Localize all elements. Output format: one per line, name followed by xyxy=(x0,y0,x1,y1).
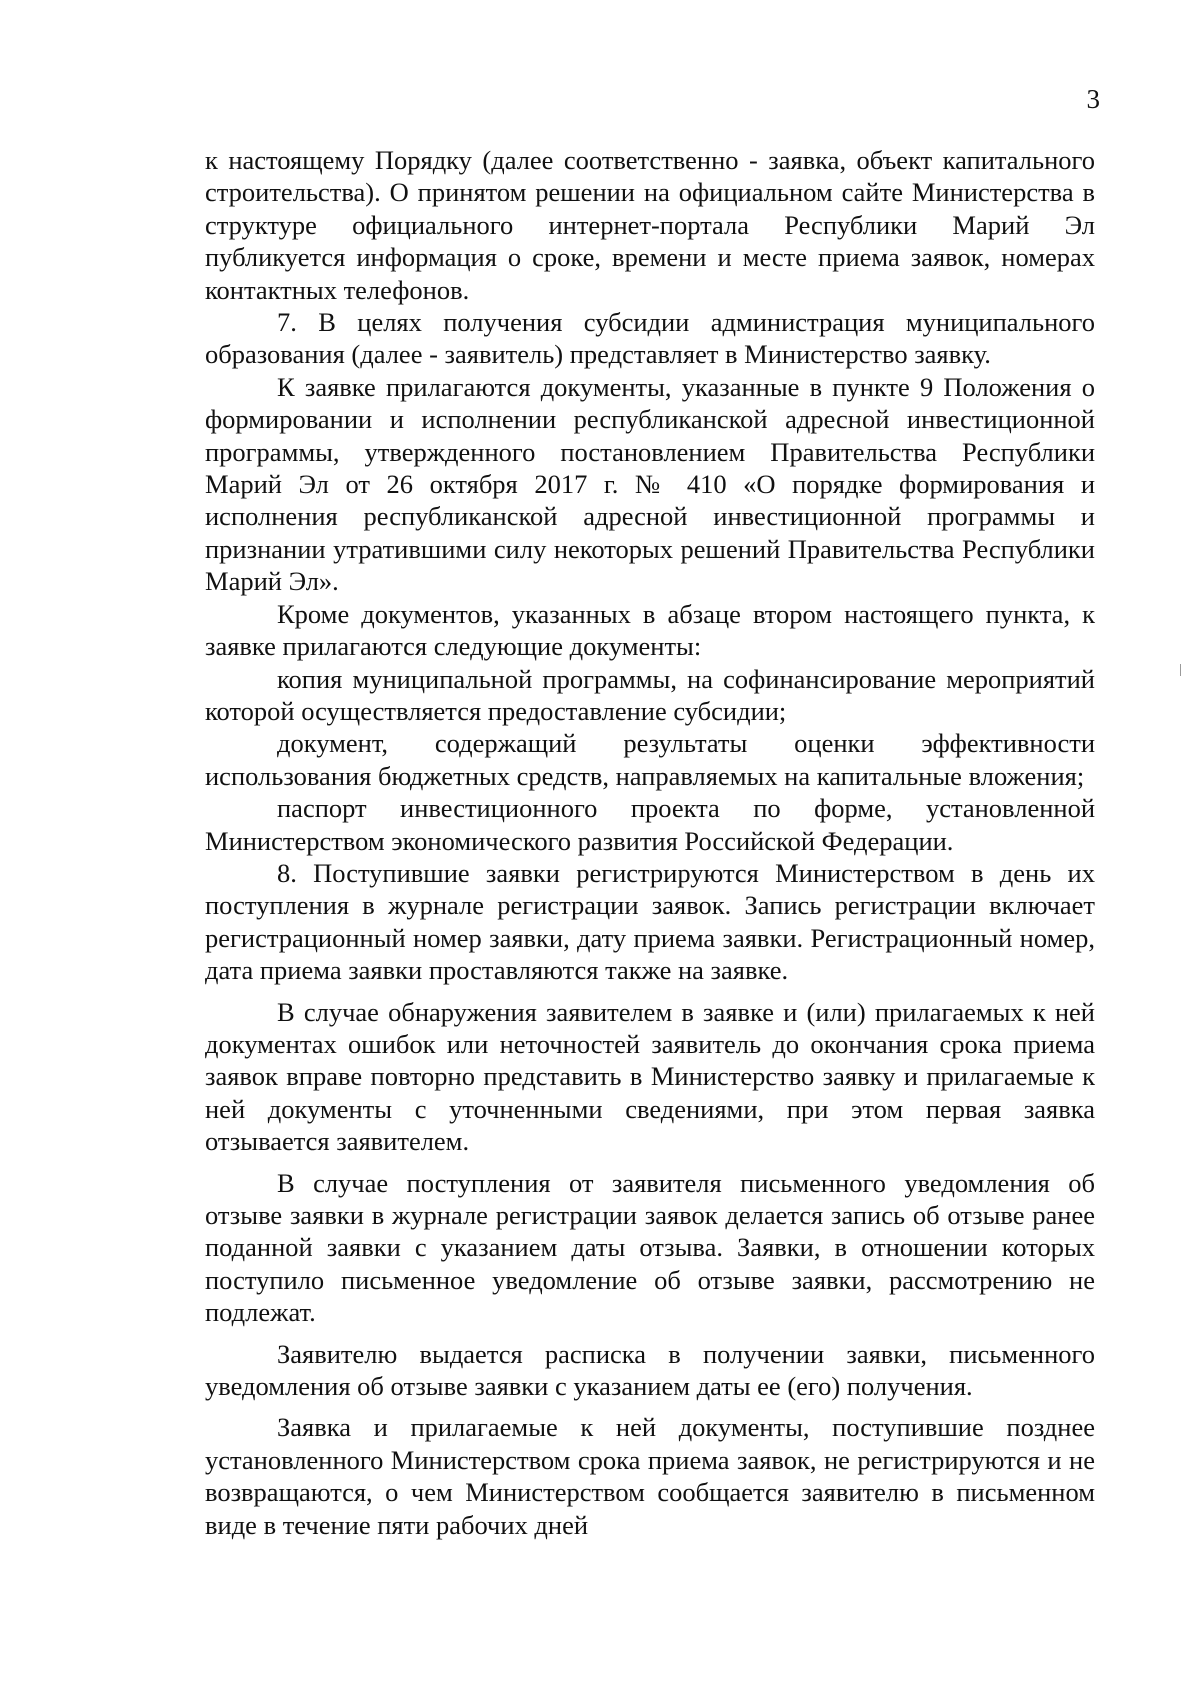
list-item-program-copy: копия муниципальной программы, на софинансирование мероприятий которой осуществляется предоставление субсидии; xyxy=(205,663,1095,726)
list-item-investment-passport: паспорт инвестиционного проекта по форме, установленной Министерством экономического развития Российской Федерации. xyxy=(205,793,1095,856)
paragraph-receipt: Заявителю выдается расписка в получении заявки, письменного уведомления об отзыве заявки с указанием даты ее (его) получения. xyxy=(205,1338,1095,1402)
scan-artifact xyxy=(1180,664,1181,676)
list-item-efficiency-assessment: документ, содержащий результаты оценки эффективности использования бюджетных средств, направляемых на капитальные вложения; xyxy=(205,728,1095,791)
paragraph-late-submissions: Заявка и прилагаемые к ней документы, поступившие позднее установленного Министерством срока приема заявок, не регистрируются и не возвращаются, о чем Министерством сообщается заявителю в письменном виде в течение пяти рабочих дней xyxy=(205,1412,1095,1540)
document-body xyxy=(205,144,1095,1541)
paragraph-item-7: 7. В целях получения субсидии администрация муниципального образования (далее - заявитель) представляет в Министерство заявку. xyxy=(205,307,1095,370)
paragraph-continuation: к настоящему Порядку (далее соответственно - заявка, объект капитального строительства). О принятом решении на официальном сайте Министерства в структуре официального интернет-портала Республики Марий Эл публикуется информация о сроке, времени и месте приема заявок, номерах контактных телефонов. xyxy=(205,145,1095,305)
paragraph-attached-documents: К заявке прилагаются документы, указанные в пункте 9 Положения о формировании и исполнении республиканской адресной инвестиционной программы, утвержденного постановлением Правительства Республики Марий Эл от 26 октября 2017 г. № 410 «О порядке формирования и исполнения республиканской адресной инвестиционной программы и признании утратившими силу некоторых решений Правительства Республики Марий Эл». xyxy=(205,371,1095,597)
paragraph-withdrawal: В случае поступления от заявителя письменного уведомления об отзыве заявки в журнале регистрации заявок делается запись об отзыве ранее поданной заявки с указанием даты отзыва. Заявки, в отношении которых поступило письменное уведомление об отзыве заявки, рассмотрению не подлежат. xyxy=(205,1167,1095,1328)
page-number: 3 xyxy=(1086,84,1100,114)
paragraph-item-8: 8. Поступившие заявки регистрируются Министерством в день их поступления в журнале регистрации заявок. Запись регистрации включает регистрационный номер заявки, дату приема заявки. Регистрационный номер, дата приема заявки проставляются также на заявке. xyxy=(205,857,1095,986)
paragraph-errors-correction: В случае обнаружения заявителем в заявке и (или) прилагаемых к ней документах ошибок или неточностей заявитель до окончания срока приема заявок вправе повторно представить в Министерство заявку и прилагаемые к ней документы с уточненными сведениями, при этом первая заявка отзывается заявителем. xyxy=(205,996,1095,1157)
paragraph-additional-documents: Кроме документов, указанных в абзаце втором настоящего пункта, к заявке прилагаются следующие документы: xyxy=(205,598,1095,662)
